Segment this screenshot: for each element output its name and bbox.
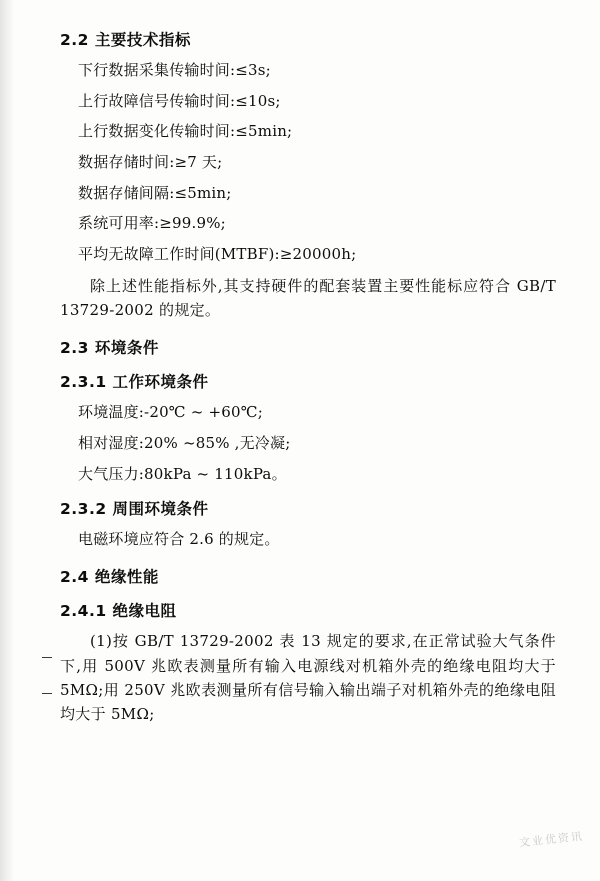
spec-item: 平均无故障工作时间(MTBF):≥20000h; [78,245,357,264]
spec-item: 数据存储间隔:≤5min; [78,183,232,202]
section-heading-2-4: 2.4 绝缘性能 [60,568,159,587]
watermark-text: 文业优资讯 [518,829,585,850]
paragraph-2-2-note: 除上述性能指标外,其支持硬件的配套装置主要性能标应符合 GB/T 13729-2002 的规定。 [60,276,556,320]
margin-mark-upper [42,657,52,658]
spec-item: 下行数据采集传输时间:≤3s; [78,61,271,80]
section-heading-2-3: 2.3 环境条件 [60,339,159,358]
spec-item: 数据存储时间:≥7 天; [78,153,223,172]
spec-item: 环境温度:-20℃ ~ +60℃; [78,403,263,422]
section-heading-2-2: 2.2 主要技术指标 [60,31,191,49]
section-heading-2-4-1: 2.4.1 绝缘电阻 [60,602,177,621]
spec-item: 相对湿度:20% ~85% ,无冷凝; [78,434,291,453]
spec-item: 电磁环境应符合 2.6 的规定。 [78,529,280,548]
section-heading-2-3-1: 2.3.1 工作环境条件 [60,373,209,392]
section-heading-2-3-2: 2.3.2 周围环境条件 [60,499,209,518]
paragraph-2-4-1-item-1: (1)按 GB/T 13729-2002 表 13 规定的要求,在正常试验大气条件下,用 500V 兆欧表测量所有输入电源线对机箱外壳的绝缘电阻均大于 5MΩ;用 250V 兆欧表测量所有信号输入输出端子对机箱外壳的绝缘电阻均大于 5MΩ; [60,632,556,724]
margin-mark-lower [42,693,52,694]
spec-item: 系统可用率:≥99.9%; [78,214,226,233]
spec-item: 大气压力:80kPa ~ 110kPa。 [78,464,287,483]
spec-item: 上行故障信号传输时间:≤10s; [78,91,281,110]
spec-item: 上行数据变化传输时间:≤5min; [78,122,293,141]
